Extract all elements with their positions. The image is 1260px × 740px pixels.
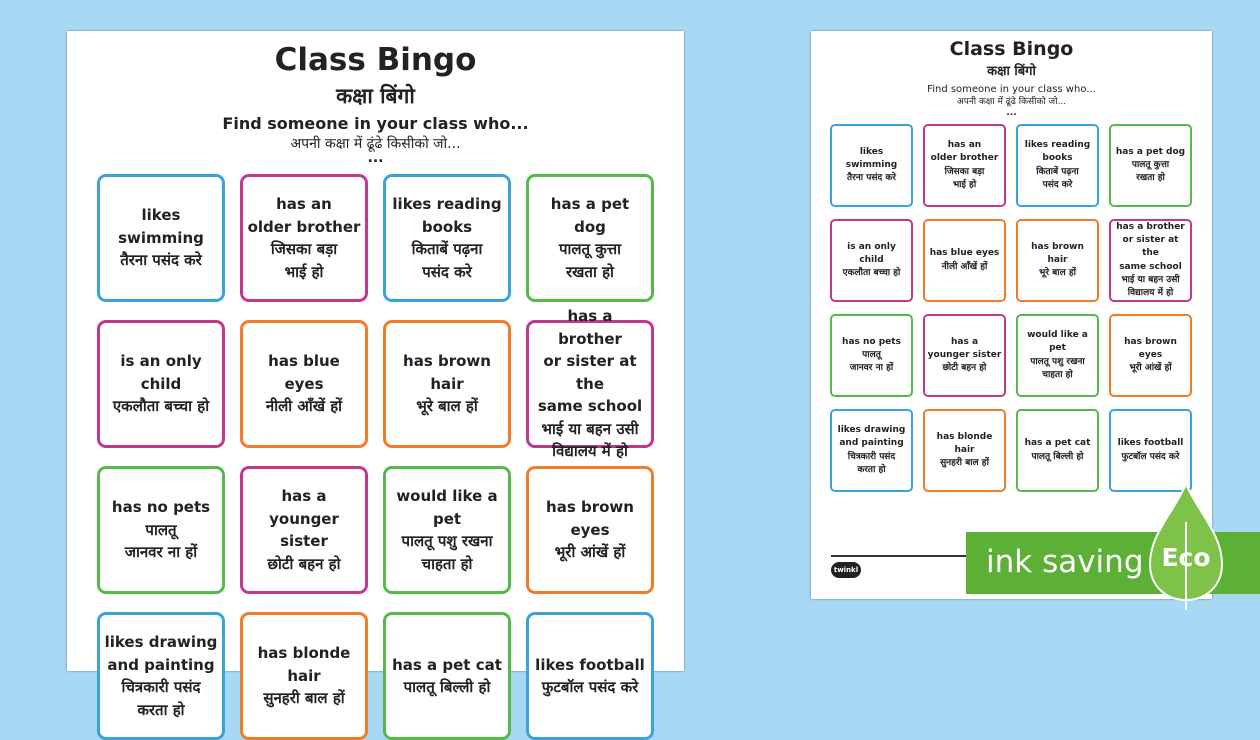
bingo-card bbox=[1109, 409, 1192, 492]
bingo-card bbox=[1016, 124, 1099, 207]
bingo-card-english: has blonde bbox=[936, 431, 993, 442]
bingo-card-hindi: चाहता हो bbox=[1042, 369, 1073, 380]
bingo-card bbox=[1016, 219, 1099, 302]
bingo-card-hindi: पालतू बिल्ली हो bbox=[403, 678, 491, 696]
worksheet-preview-large bbox=[67, 31, 684, 719]
bingo-card-english: younger sister bbox=[269, 509, 339, 550]
bingo-card-hindi: भाई या बहन उसी bbox=[541, 419, 639, 438]
bingo-card bbox=[923, 124, 1006, 207]
bingo-card-english: has brown bbox=[403, 352, 491, 371]
bingo-card bbox=[97, 466, 225, 594]
bingo-card-hindi: जिसका बड़ा bbox=[944, 166, 985, 177]
bingo-card-hindi: किताबें पढ़ना bbox=[411, 240, 483, 258]
bingo-card-hindi: पसंद करे bbox=[1042, 179, 1073, 190]
bingo-card bbox=[526, 307, 654, 461]
bingo-card-english: books bbox=[1042, 153, 1073, 164]
bingo-card bbox=[830, 124, 913, 207]
bingo-card bbox=[526, 174, 654, 302]
eco-label: Eco bbox=[1161, 543, 1211, 572]
bingo-card-english: pet bbox=[1049, 343, 1066, 354]
bingo-card-hindi: तैरना पसंद करे bbox=[120, 251, 202, 270]
bingo-card-hindi: करता हो bbox=[137, 700, 185, 719]
bingo-card bbox=[830, 314, 913, 397]
bingo-card bbox=[923, 409, 1006, 492]
bingo-card bbox=[97, 320, 225, 448]
worksheet-ellipsis: ... bbox=[367, 150, 384, 166]
bingo-card-hindi: छोटी बहन हो bbox=[942, 363, 987, 374]
bingo-card-english: likes bbox=[141, 206, 181, 225]
worksheet-instruction-hindi: अपनी कक्षा में ढूंढे किसीको जो... bbox=[956, 97, 1067, 107]
bingo-card-english: and painting bbox=[839, 438, 904, 449]
bingo-card-english: likes reading bbox=[392, 195, 502, 213]
bingo-card-english: likes drawing bbox=[837, 425, 906, 436]
bingo-card-hindi: सुनहरी बाल हों bbox=[940, 458, 989, 469]
bingo-card bbox=[240, 466, 368, 594]
bingo-card bbox=[240, 612, 368, 740]
bingo-card-english: books bbox=[421, 217, 473, 236]
worksheet-title: Class Bingo bbox=[949, 38, 1074, 60]
bingo-card-hindi: तैरना पसंद करे bbox=[847, 173, 896, 184]
bingo-card-english: would like a bbox=[1027, 330, 1088, 341]
bingo-card-english: has a bbox=[281, 487, 327, 505]
bingo-card bbox=[526, 612, 654, 740]
worksheet-title-hindi: कक्षा बिंगो bbox=[336, 84, 415, 108]
worksheet-instruction-hindi: अपनी कक्षा में ढूंढे किसीको जो... bbox=[290, 136, 461, 152]
bingo-card-english: hair bbox=[954, 444, 975, 455]
bingo-card bbox=[1109, 314, 1192, 397]
bingo-card-english: has blonde bbox=[257, 644, 351, 663]
bingo-card-hindi: पसंद करे bbox=[422, 262, 472, 281]
bingo-card-english: or sister at the bbox=[543, 352, 637, 393]
bingo-card-english: has an bbox=[276, 195, 332, 213]
bingo-card-english: younger sister bbox=[927, 349, 1002, 360]
bingo-card-english: child bbox=[859, 254, 884, 265]
bingo-card-english: has blue eyes bbox=[929, 248, 1000, 259]
bingo-card-hindi: रखता हो bbox=[1136, 173, 1165, 184]
bingo-card-english: has an bbox=[947, 140, 982, 151]
bingo-card-english: has a bbox=[950, 336, 979, 347]
bingo-card bbox=[383, 466, 511, 594]
bingo-card-hindi: एकलौता बच्चा हो bbox=[842, 268, 901, 279]
worksheet-instruction: Find someone in your class who... bbox=[927, 84, 1096, 95]
bingo-card-hindi: पालतू बिल्ली हो bbox=[1031, 451, 1084, 462]
bingo-card-hindi: पालतू bbox=[145, 520, 177, 539]
bingo-card-hindi: भूरी आंखें हों bbox=[1129, 363, 1172, 374]
bingo-card-english: likes bbox=[859, 146, 884, 157]
bingo-card-english: has a pet cat bbox=[392, 655, 502, 674]
worksheet-instruction: Find someone in your class who... bbox=[222, 114, 529, 133]
bingo-card-hindi: नीली आँखें हों bbox=[941, 261, 988, 272]
twinkl-logo: twinkl bbox=[831, 562, 861, 578]
bingo-card-english: would like a bbox=[396, 487, 498, 505]
bingo-card bbox=[1016, 314, 1099, 397]
bingo-card-hindi: नीली आँखें हों bbox=[265, 397, 343, 416]
bingo-card-english: swimming bbox=[118, 228, 204, 247]
bingo-card-english: has brown bbox=[1031, 241, 1084, 252]
bingo-card-hindi: चित्रकारी पसंद bbox=[121, 678, 201, 696]
bingo-card-hindi: पालतू bbox=[862, 349, 881, 360]
bingo-card-hindi: फुटबॉल पसंद करे bbox=[541, 678, 639, 696]
worksheet-title-hindi: कक्षा बिंगो bbox=[987, 64, 1036, 79]
bingo-card-english: likes drawing bbox=[104, 633, 218, 651]
worksheet-ellipsis: ... bbox=[1006, 108, 1017, 118]
bingo-card-english: older brother bbox=[247, 217, 361, 236]
bingo-card bbox=[830, 219, 913, 302]
bingo-card-english: hair bbox=[1047, 254, 1068, 265]
bingo-card-english: has a pet cat bbox=[1024, 438, 1091, 449]
bingo-card-hindi: जानवर ना हों bbox=[124, 543, 198, 562]
bingo-card-hindi: पालतू कुत्ता bbox=[1131, 159, 1170, 170]
bingo-card-english: has no pets bbox=[111, 498, 211, 517]
bingo-card-hindi: फुटबॉल पसंद करे bbox=[1121, 451, 1180, 462]
bingo-card-english: has a brother bbox=[558, 307, 622, 348]
bingo-card-hindi: एकलौता बच्चा हो bbox=[112, 397, 210, 416]
bingo-card-english: eyes bbox=[1138, 349, 1163, 360]
bingo-card bbox=[240, 320, 368, 448]
bingo-card-english: has no pets bbox=[842, 336, 901, 347]
bingo-card-hindi: विद्यालय में हो bbox=[1127, 287, 1174, 298]
ink-saving-label: ink saving bbox=[986, 544, 1144, 580]
bingo-card-english: is an only bbox=[120, 352, 202, 371]
bingo-card bbox=[1109, 219, 1192, 302]
bingo-card-hindi: चाहता हो bbox=[421, 554, 473, 573]
bingo-card-hindi: भूरे बाल हों bbox=[416, 397, 478, 416]
bingo-card-english: has blue eyes bbox=[268, 352, 340, 393]
bingo-card-english: and painting bbox=[107, 655, 215, 674]
bingo-card-hindi: विद्यालय में हो bbox=[552, 442, 628, 461]
bingo-card-hindi: पालतू कुत्ता bbox=[558, 240, 622, 258]
bingo-card-hindi: पालतू पशु रखना bbox=[1030, 356, 1085, 367]
bingo-card bbox=[526, 466, 654, 594]
bingo-card bbox=[923, 219, 1006, 302]
bingo-card bbox=[97, 612, 225, 740]
bingo-card bbox=[97, 174, 225, 302]
bingo-card-english: same school bbox=[537, 397, 643, 416]
bingo-card-english: pet bbox=[432, 509, 462, 528]
bingo-card-hindi: सुनहरी बाल हों bbox=[263, 689, 345, 708]
bingo-card bbox=[923, 314, 1006, 397]
bingo-card bbox=[1016, 409, 1099, 492]
bingo-card-english: same school bbox=[1119, 261, 1182, 272]
bingo-card bbox=[383, 174, 511, 302]
bingo-card-english: hair bbox=[430, 374, 464, 393]
bingo-card-english: is an only bbox=[847, 241, 896, 252]
bingo-card bbox=[240, 174, 368, 302]
bingo-card-hindi: भूरी आंखें हों bbox=[554, 543, 626, 562]
bingo-card bbox=[383, 612, 511, 740]
bingo-card-english: has a pet dog bbox=[1115, 146, 1186, 157]
bingo-card-english: has brown bbox=[1124, 336, 1177, 347]
bingo-card-english: eyes bbox=[570, 520, 610, 539]
bingo-card-hindi: छोटी बहन हो bbox=[267, 554, 341, 573]
bingo-card-english: hair bbox=[287, 666, 321, 685]
bingo-card-hindi: जिसका बड़ा bbox=[270, 240, 338, 258]
bingo-card-hindi: रखता हो bbox=[566, 262, 614, 281]
bingo-card-hindi: भाई हो bbox=[952, 179, 977, 190]
bingo-card-hindi: भाई या बहन उसी bbox=[1121, 274, 1180, 285]
bingo-card-hindi: करता हो bbox=[857, 464, 886, 475]
bingo-card-english: older brother bbox=[930, 153, 999, 164]
bingo-card-english: has brown bbox=[546, 498, 634, 517]
bingo-card-english: likes reading bbox=[1024, 140, 1091, 151]
bingo-card-hindi: भाई हो bbox=[284, 262, 324, 281]
bingo-card-english: has a brother bbox=[1116, 222, 1185, 233]
bingo-card-english: likes football bbox=[535, 655, 645, 674]
worksheet-title: Class Bingo bbox=[274, 42, 477, 78]
bingo-card-hindi: भूरे बाल हों bbox=[1039, 268, 1076, 279]
bingo-card-english: likes football bbox=[1117, 438, 1184, 449]
bingo-card-hindi: किताबें पढ़ना bbox=[1036, 166, 1079, 177]
bingo-card-hindi: जानवर ना हों bbox=[849, 363, 894, 374]
bingo-card-english: has a pet dog bbox=[550, 195, 630, 236]
bingo-card bbox=[830, 409, 913, 492]
bingo-card-english: or sister at the bbox=[1122, 235, 1179, 259]
bingo-card-hindi: पालतू पशु रखना bbox=[401, 532, 493, 550]
bingo-card bbox=[1109, 124, 1192, 207]
bingo-card-hindi: चित्रकारी पसंद bbox=[847, 451, 896, 462]
bingo-card-english: child bbox=[140, 374, 182, 393]
bingo-card-english: swimming bbox=[845, 159, 898, 170]
bingo-card bbox=[383, 320, 511, 448]
